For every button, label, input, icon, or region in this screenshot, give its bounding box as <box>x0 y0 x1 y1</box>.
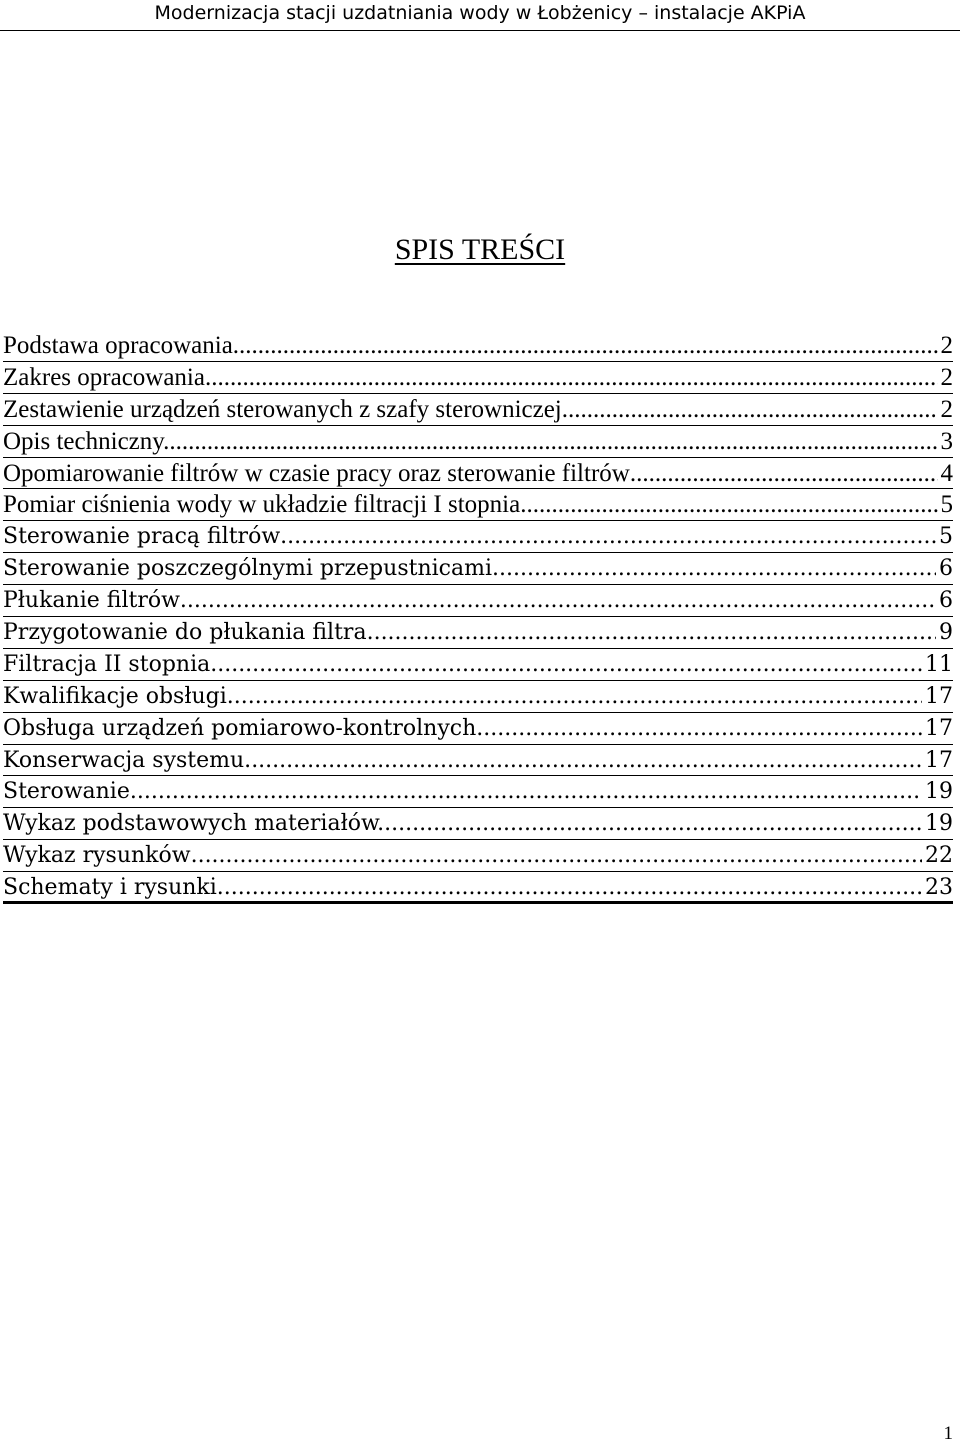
toc-entry-page: 19 <box>925 811 953 837</box>
toc-entry[interactable] <box>3 681 953 713</box>
toc-entry-label: Przygotowanie do płukania filtra <box>3 620 367 646</box>
toc-entry-page: 17 <box>925 715 953 741</box>
toc-entry-label: Wykaz podstawowych materiałów. <box>3 811 385 837</box>
toc-entry-label: Zakres opracowania. <box>3 363 212 391</box>
toc-entry[interactable] <box>3 649 953 681</box>
toc-entry-label: Płukanie filtrów <box>3 588 180 614</box>
toc-entry-page: 2 <box>940 332 953 359</box>
toc-entry[interactable] <box>3 713 953 745</box>
toc-entry-label: Konserwacja systemu. <box>3 747 252 773</box>
toc-entry-leader <box>234 681 922 713</box>
toc-entry-label: Opis techniczny. <box>3 427 170 455</box>
toc-entry-leader <box>251 745 922 777</box>
toc-entry-leader <box>217 872 922 904</box>
toc-title-text: SPIS TREŚCI <box>394 233 566 266</box>
toc-entry-label: Obsługa urządzeń pomiarowo-kontrolnych. <box>3 715 484 741</box>
toc-entry-leader <box>210 649 922 681</box>
toc-entry-page: 2 <box>940 395 953 423</box>
toc-entry-label: Sterowanie pracą filtrów <box>3 524 281 550</box>
toc-entry-leader <box>630 458 938 490</box>
toc-entry-page: 4 <box>940 459 953 487</box>
toc-entry-page: 11 <box>925 651 953 677</box>
toc-entry-leader <box>137 776 922 808</box>
toc-entry-label: Zestawienie urządzeń sterowanych z szafy sterowniczej <box>3 395 562 423</box>
toc-entry-leader <box>562 394 938 426</box>
toc-entry-page: 6 <box>939 556 953 582</box>
toc-entry[interactable] <box>3 458 953 490</box>
toc-entry-leader <box>492 553 936 585</box>
running-header <box>0 0 960 31</box>
toc-entry-label: Opomiarowanie filtrów w czasie pracy oraz sterowanie filtrów <box>3 459 630 487</box>
toc-entry-label: Pomiar ciśnienia wody w układzie filtracji I stopnia <box>3 491 521 519</box>
toc-entry-page: 5 <box>940 491 953 519</box>
toc-entry-page: 17 <box>925 747 953 773</box>
running-header-title: Modernizacja stacji uzdatniania wody w Łobżenicy – instalacje AKPiA <box>154 2 806 24</box>
toc-entry-label: Wykaz rysunków <box>3 843 191 869</box>
toc-entry-label: Sterowanie. <box>3 779 137 805</box>
toc-entry-label: Sterowanie poszczególnymi przepustnicami <box>3 556 492 582</box>
toc-entry-page: 23 <box>925 875 953 901</box>
toc-entry[interactable] <box>3 776 953 808</box>
toc-entry-page: 17 <box>925 683 953 709</box>
toc-entry-label: Filtracja II stopnia <box>3 651 211 677</box>
toc-entry-label: Schematy i rysunki <box>3 875 217 901</box>
toc-entry-leader <box>520 489 937 521</box>
toc-entry-label: Kwalifikacje obsługi. <box>3 683 234 709</box>
toc-entry-leader <box>233 330 938 362</box>
table-of-contents <box>3 330 953 904</box>
toc-entry[interactable] <box>3 521 953 553</box>
toc-entry-page: 5 <box>939 524 953 550</box>
toc-entry[interactable] <box>3 585 953 617</box>
toc-entry[interactable] <box>3 745 953 777</box>
toc-entry-page: 9 <box>939 620 953 646</box>
toc-entry[interactable] <box>3 617 953 649</box>
toc-entry-leader <box>180 585 936 617</box>
toc-entry-leader <box>211 362 937 394</box>
toc-entry[interactable] <box>3 553 953 585</box>
page-number: 1 <box>943 1423 953 1444</box>
toc-entry-page: 3 <box>940 427 953 455</box>
toc-entry-label: Podstawa opracowania <box>3 332 233 359</box>
toc-entry-page: 6 <box>939 588 953 614</box>
toc-title <box>0 230 960 270</box>
toc-entry[interactable] <box>3 872 953 904</box>
toc-entry-leader <box>169 426 937 458</box>
toc-entry-leader <box>367 617 936 649</box>
toc-entry[interactable] <box>3 426 953 458</box>
toc-entry[interactable] <box>3 330 953 362</box>
toc-entry[interactable] <box>3 489 953 521</box>
toc-entry-leader <box>191 840 922 872</box>
toc-entry-leader <box>384 808 922 840</box>
toc-entry-page: 2 <box>940 363 953 391</box>
toc-entry-page: 22 <box>925 843 953 869</box>
toc-entry[interactable] <box>3 840 953 872</box>
toc-entry-leader <box>280 521 936 553</box>
toc-entry-leader <box>483 713 922 745</box>
toc-entry-page: 19 <box>925 779 953 805</box>
toc-entry[interactable] <box>3 394 953 426</box>
toc-entry[interactable] <box>3 362 953 394</box>
toc-entry[interactable] <box>3 808 953 840</box>
